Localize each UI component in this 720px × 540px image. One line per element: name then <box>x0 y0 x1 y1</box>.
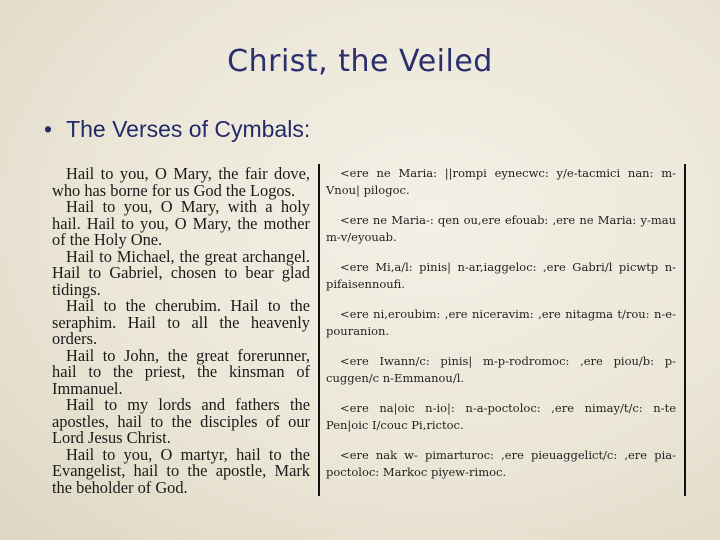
coptic-verse: <ere Mi,a/l: pinis| n-ar,iaggeloc: ,ere Gabri/l picwtp n-pifaisennoufi. <box>326 260 676 291</box>
english-verse: Hail to the cherubim. Hail to the seraphim. Hail to all the heavenly orders. <box>52 296 310 348</box>
bullet-dot-icon: • <box>44 116 53 142</box>
bullet-heading <box>44 116 310 143</box>
coptic-verse: <ere ne Maria-: qen ou,ere efouab: ,ere ne Maria: y-mau m-v/eyouab. <box>326 213 676 244</box>
coptic-verse: <ere ne Maria: ||rompi eynecwc: y/e-tacmici nan: m-Vnou| pilogoc. <box>326 166 676 197</box>
column-divider-right <box>684 164 686 496</box>
slide-title: Christ, the Veiled <box>227 44 493 79</box>
english-verse: Hail to you, O martyr, hail to the Evangelist, hail to the apostle, Mark the beholder of God. <box>52 444 310 497</box>
column-divider-left <box>318 164 320 496</box>
coptic-verse: <ere ni,eroubim: ,ere niceravim: ,ere nitagma t/rou: n-e-pouranion. <box>326 307 676 338</box>
english-verses <box>52 166 310 496</box>
coptic-verse: <ere Iwann/c: pinis| m-p-rodromoc: ,ere piou/b: p-cuggen/c n-Emmanou/l. <box>326 354 676 385</box>
coptic-verse: <ere nak w- pimarturoc: ,ere pieuaggelict/c: ,ere pia-poctoloc: Markoc piyew-rimoc. <box>326 448 676 479</box>
coptic-verses <box>326 165 676 494</box>
english-verse: Hail to my lords and fathers the apostles, hail to the disciples of our Lord Jesus Christ. <box>52 395 310 447</box>
bullet-text: The Verses of Cymbals: <box>66 116 311 142</box>
english-verse: Hail to you, O Mary, with a holy hail. Hail to you, O Mary, the mother of the Holy One. <box>52 197 310 249</box>
english-verse: Hail to Michael, the great archangel. Hail to Gabriel, chosen to bear glad tidings. <box>52 246 310 299</box>
coptic-verse: <ere na|oic n-io|: n-a-poctoloc: ,ere nimay/t/c: n-te Pen|oic I/couc Pi,rictoc. <box>326 401 676 432</box>
english-verse: Hail to you, O Mary, the fair dove, who has borne for us God the Logos. <box>52 164 310 200</box>
english-verse: Hail to John, the great forerunner, hail to the priest, the kinsman of Immanuel. <box>52 345 310 398</box>
